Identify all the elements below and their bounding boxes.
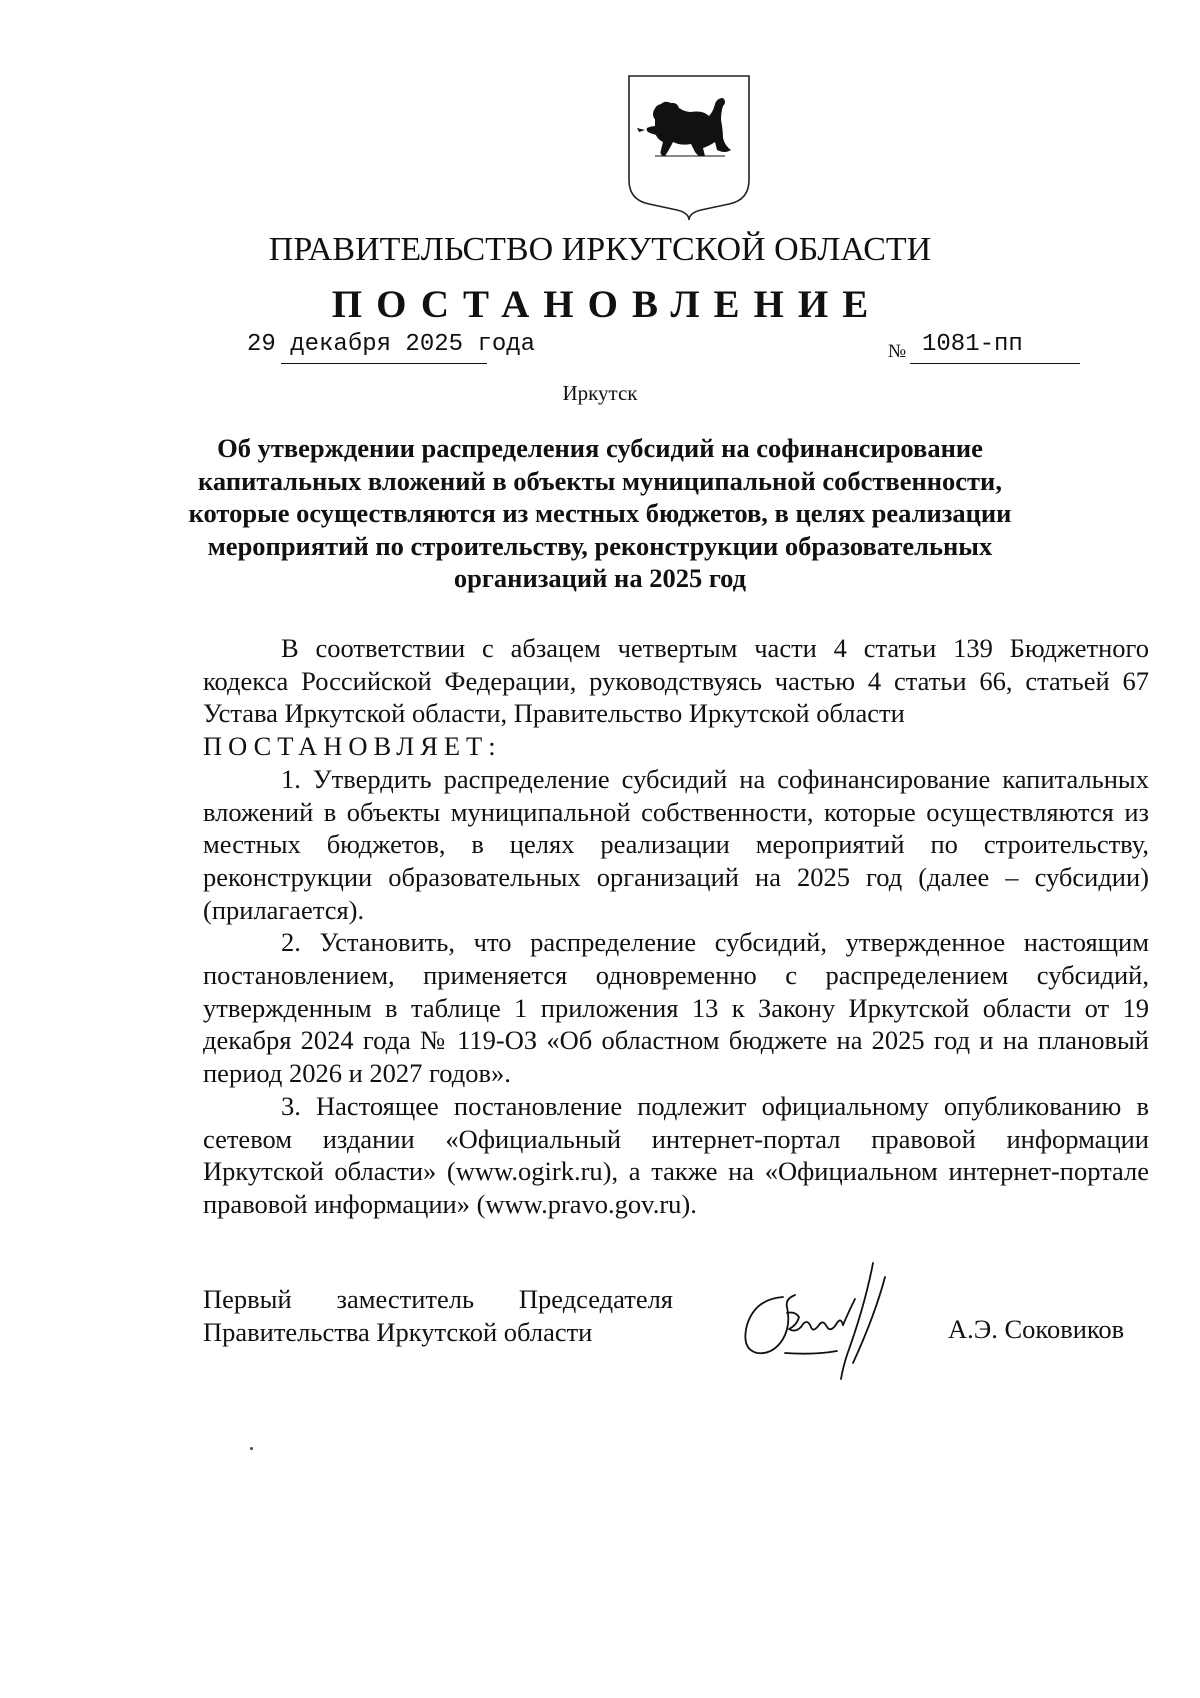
preamble-paragraph: В соответствии с абзацем четвертым части 4 статьи 139 Бюджетного кодекса Российской Федерации, руководствуясь частью 4 статьи 66, статьей 67 Устава Иркутской области, Правительство Иркутской области [203, 633, 1149, 729]
item-paragraph-1: 1. Утвердить распределение субсидий на софинансирование капитальных вложений в объекты муниципальной собственности, которые осуществляются из местных бюджетов, в целях реализации мероприятий по строительству, реконструкции образовательных организаций на 2025 год (далее – субсидии) (прилагается). [203, 763, 1149, 925]
government-title: ПРАВИТЕЛЬСТВО ИРКУТСКОЙ ОБЛАСТИ [268, 231, 932, 268]
document-date: 29 декабря 2025 года [247, 331, 536, 358]
item-paragraph-2: 2. Установить, что распределение субсидий, утвержденное настоящим постановлением, применяется одновременно с распределением субсидий, утвержденным в таблице 1 приложения 13 к Закону Иркутской области от 19 декабря 2024 года № 119-ОЗ «Об областном бюджете на 2025 год и на плановый период 2026 и 2027 годов». [203, 927, 1149, 1089]
coat-of-arms-icon [625, 72, 753, 222]
signer-name: А.Э. Соковиков [948, 1314, 1125, 1344]
handwritten-signature [725, 1255, 925, 1395]
document-subject: Об утверждении распределения субсидий на софинансирование капитальных вложений в объекты муниципальной собственности, которые осуществляются из местных бюджетов, в целях реализации мероприятий по строительству, реконструкции образовательных организаций на 2025 год [188, 433, 1012, 593]
date-underline [281, 363, 487, 364]
number-underline [910, 363, 1080, 364]
document-type-heading: ПОСТАНОВЛЕНИЕ [331, 283, 883, 326]
document-number: 1081-пп [922, 331, 1023, 358]
signer-position-line-2: Правительства Иркутской области [203, 1317, 593, 1347]
number-sign: № [888, 341, 907, 362]
signer-position [203, 1283, 673, 1349]
document-body [203, 632, 1149, 1221]
city-name: Иркутск [562, 381, 638, 405]
item-paragraph-3: 3. Настоящее постановление подлежит официальному опубликованию в сетевом издании «Официальный интернет-портал правовой информации Иркутской области» (www.ogirk.ru), а также на «Официальном интернет-портале правовой информации» (www.pravo.gov.ru). [203, 1090, 1149, 1219]
stray-dot [250, 1447, 253, 1450]
signer-position-line-1: Первый заместитель Председателя [203, 1284, 673, 1314]
resolves-keyword: ПОСТАНОВЛЯЕТ: [203, 731, 502, 762]
